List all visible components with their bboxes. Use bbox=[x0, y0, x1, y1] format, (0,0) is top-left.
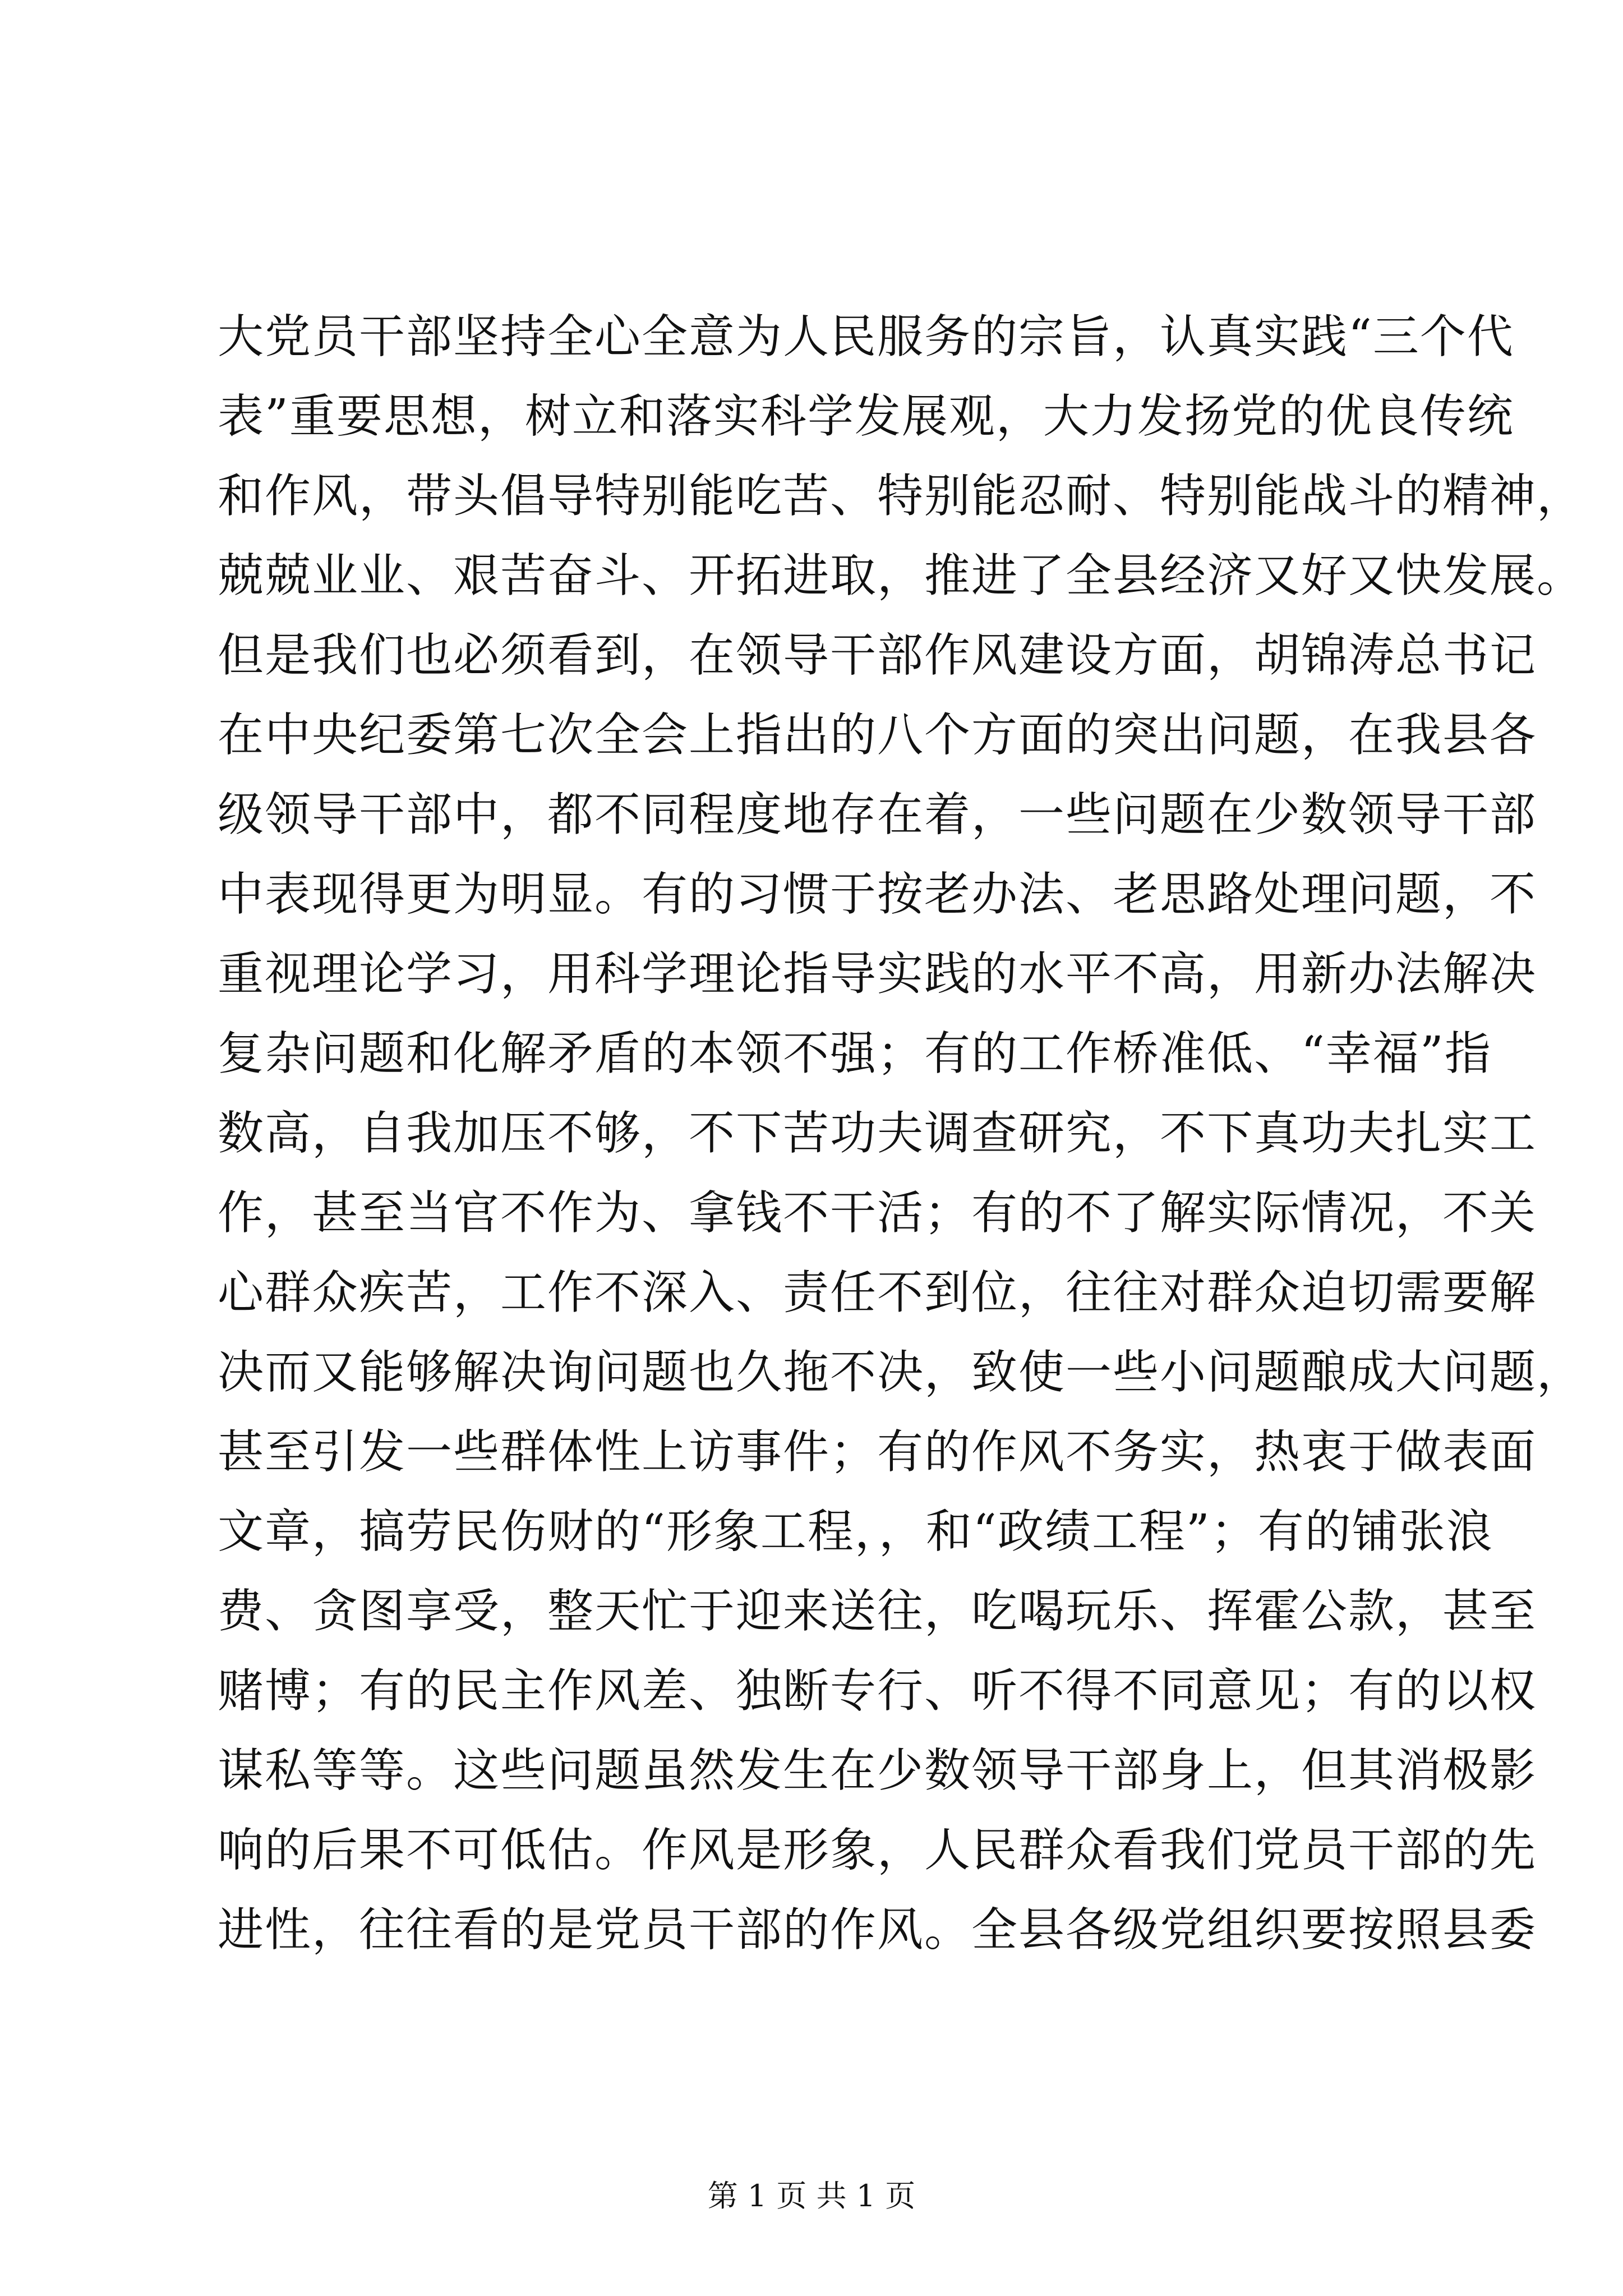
text-line: 决而又能够解决询问题也久拖不决，致使一些小问题酿成大问题， bbox=[218, 1346, 1584, 1399]
body-paragraph bbox=[218, 297, 1584, 1970]
text-line: 进性，往往看的是党员干部的作风。全县各级党组织要按照县委 bbox=[218, 1903, 1537, 1957]
text-line: 兢兢业业、艰苦奋斗、开拓进取，推进了全县经济又好又快发展。 bbox=[218, 549, 1584, 602]
text-line: 谋私等等。这些问题虽然发生在少数领导干部身上，但其消极影 bbox=[218, 1744, 1537, 1797]
text-line: 作，甚至当官不作为、拿钱不干活；有的不了解实际情况，不关 bbox=[218, 1186, 1537, 1240]
page-number: 第 1 页 共 1 页 bbox=[707, 2178, 916, 2214]
text-line: 但是我们也必须看到，在领导干部作风建设方面，胡锦涛总书记 bbox=[218, 629, 1537, 682]
text-line: 甚至引发一些群体性上访事件；有的作风不务实，热衷于做表面 bbox=[218, 1425, 1537, 1479]
text-line: 重视理论学习，用科学理论指导实践的水平不高，用新办法解决 bbox=[218, 947, 1537, 1001]
page-footer bbox=[0, 2177, 1623, 2216]
text-line: 费、贪图享受，整天忙于迎来送往，吃喝玩乐、挥霍公款，甚至 bbox=[218, 1585, 1537, 1638]
text-line: 级领导干部中，都不同程度地存在着，一些问题在少数领导干部 bbox=[218, 788, 1537, 841]
text-line: 表”重要思想，树立和落实科学发展观，大力发扬党的优良传统 bbox=[218, 390, 1514, 443]
text-line: 赌博；有的民主作风差、独断专行、听不得不同意见；有的以权 bbox=[218, 1664, 1537, 1718]
text-line: 文章，搞劳民伤财的“形象工程，，和“政绩工程”；有的铺张浪 bbox=[218, 1505, 1493, 1558]
text-line: 中表现得更为明显。有的习惯于按老办法、老思路处理问题，不 bbox=[218, 868, 1537, 921]
text-line: 心群众疾苦，工作不深入、责任不到位，往往对群众迫切需要解 bbox=[218, 1266, 1537, 1319]
text-line: 在中央纪委第七次全会上指出的八个方面的突出问题，在我县各 bbox=[218, 708, 1537, 762]
text-line: 大党员干部坚持全心全意为人民服务的宗旨，认真实践“三个代 bbox=[218, 310, 1514, 364]
text-line: 响的后果不可低估。作风是形象，人民群众看我们党员干部的先 bbox=[218, 1824, 1537, 1877]
text-line: 数高，自我加压不够，不下苦功夫调查研究，不下真功夫扎实工 bbox=[218, 1107, 1537, 1160]
text-line: 复杂问题和化解矛盾的本领不强；有的工作桥准低、“幸福”指 bbox=[218, 1027, 1492, 1080]
text-line: 和作风，带头倡导特别能吃苦、特别能忍耐、特别能战斗的精神， bbox=[218, 470, 1584, 523]
